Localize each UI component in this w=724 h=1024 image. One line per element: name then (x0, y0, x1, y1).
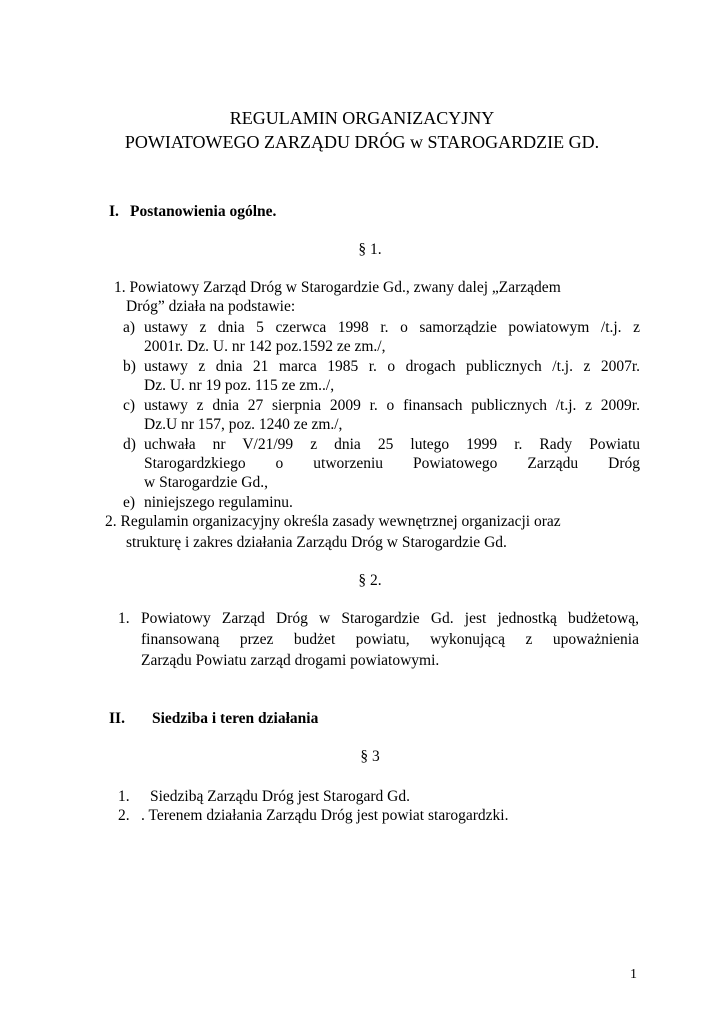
paragraph-3-symbol: § 3 (360, 748, 380, 765)
p1-sub-c-line-1: ustawy z dnia 27 sierpnia 2009 r. o finansach publicznych /t.j. z 2009r. (144, 397, 640, 414)
p1-sub-d-label: d) (123, 436, 136, 453)
p1-sub-b-label: b) (123, 358, 136, 375)
document-title-line-2: POWIATOWEGO ZARZĄDU DRÓG w STAROGARDZIE GD. (124, 132, 600, 152)
p1-item-2-line-2: strukturę i zakres działania Zarządu Dróg w Starogardzie Gd. (126, 534, 507, 551)
paragraph-1-symbol: § 1. (358, 241, 382, 258)
p1-sub-c-line-2: Dz.U nr 157, poz. 1240 ze zm./, (144, 416, 343, 433)
p1-sub-e-line-1: niniejszego regulaminu. (144, 494, 293, 511)
paragraph-2-symbol: § 2. (358, 572, 382, 589)
p1-item-2-line-1: 2. Regulamin organizacyjny określa zasady wewnętrznej organizacji oraz (105, 513, 561, 530)
p1-sub-a-label: a) (123, 319, 136, 336)
p1-sub-d-line-3: w Starogardzie Gd., (144, 474, 268, 491)
section-1-number: I. (109, 203, 119, 220)
p3-item-2-text: . Terenem działania Zarządu Dróg jest powiat starogardzki. (141, 807, 509, 824)
section-2-number: II. (109, 710, 125, 727)
p1-sub-b-line-1: ustawy z dnia 21 marca 1985 r. o drogach publicznych /t.j. z 2007r. (144, 358, 640, 375)
section-1-heading: Postanowienia ogólne. (130, 203, 277, 220)
p1-sub-b-line-2: Dz. U. nr 19 poz. 115 ze zm../, (144, 377, 335, 394)
p1-item-1-line-1: 1. Powiatowy Zarząd Dróg w Starogardzie Gd., zwany dalej „Zarządem (114, 279, 561, 296)
p3-item-1-text: Siedzibą Zarządu Dróg jest Starogard Gd. (150, 788, 410, 805)
p1-sub-d-line-1: uchwała nr V/21/99 z dnia 25 lutego 1999 r. Rady Powiatu (144, 436, 640, 453)
section-2-heading: Siedziba i teren działania (152, 710, 319, 727)
document-title-line-1: REGULAMIN ORGANIZACYJNY (229, 108, 495, 128)
p3-item-2-number: 2. (118, 807, 130, 824)
p1-sub-d-line-2: Starogardzkiego o utworzeniu Powiatowego Zarządu Dróg (144, 455, 640, 472)
p1-sub-a-line-1: ustawy z dnia 5 czerwca 1998 r. o samorządzie powiatowym /t.j. z (144, 319, 640, 336)
p1-item-1-line-2: Dróg” działa na podstawie: (126, 298, 296, 315)
p3-item-1-number: 1. (118, 788, 130, 805)
page-number: 1 (630, 967, 637, 982)
p2-item-1-line-1: Powiatowy Zarząd Dróg w Starogardzie Gd. jest jednostką budżetową, (141, 610, 639, 627)
p2-item-1-line-2: finansowaną przez budżet powiatu, wykonującą z upoważnienia (141, 631, 639, 648)
p2-item-1-number: 1. (118, 610, 130, 627)
p1-sub-c-label: c) (123, 397, 136, 414)
p1-sub-e-label: e) (123, 494, 136, 511)
p2-item-1-line-3: Zarządu Powiatu zarząd drogami powiatowymi. (141, 652, 440, 669)
p1-sub-a-line-2: 2001r. Dz. U. nr 142 poz.1592 ze zm./, (144, 338, 386, 355)
